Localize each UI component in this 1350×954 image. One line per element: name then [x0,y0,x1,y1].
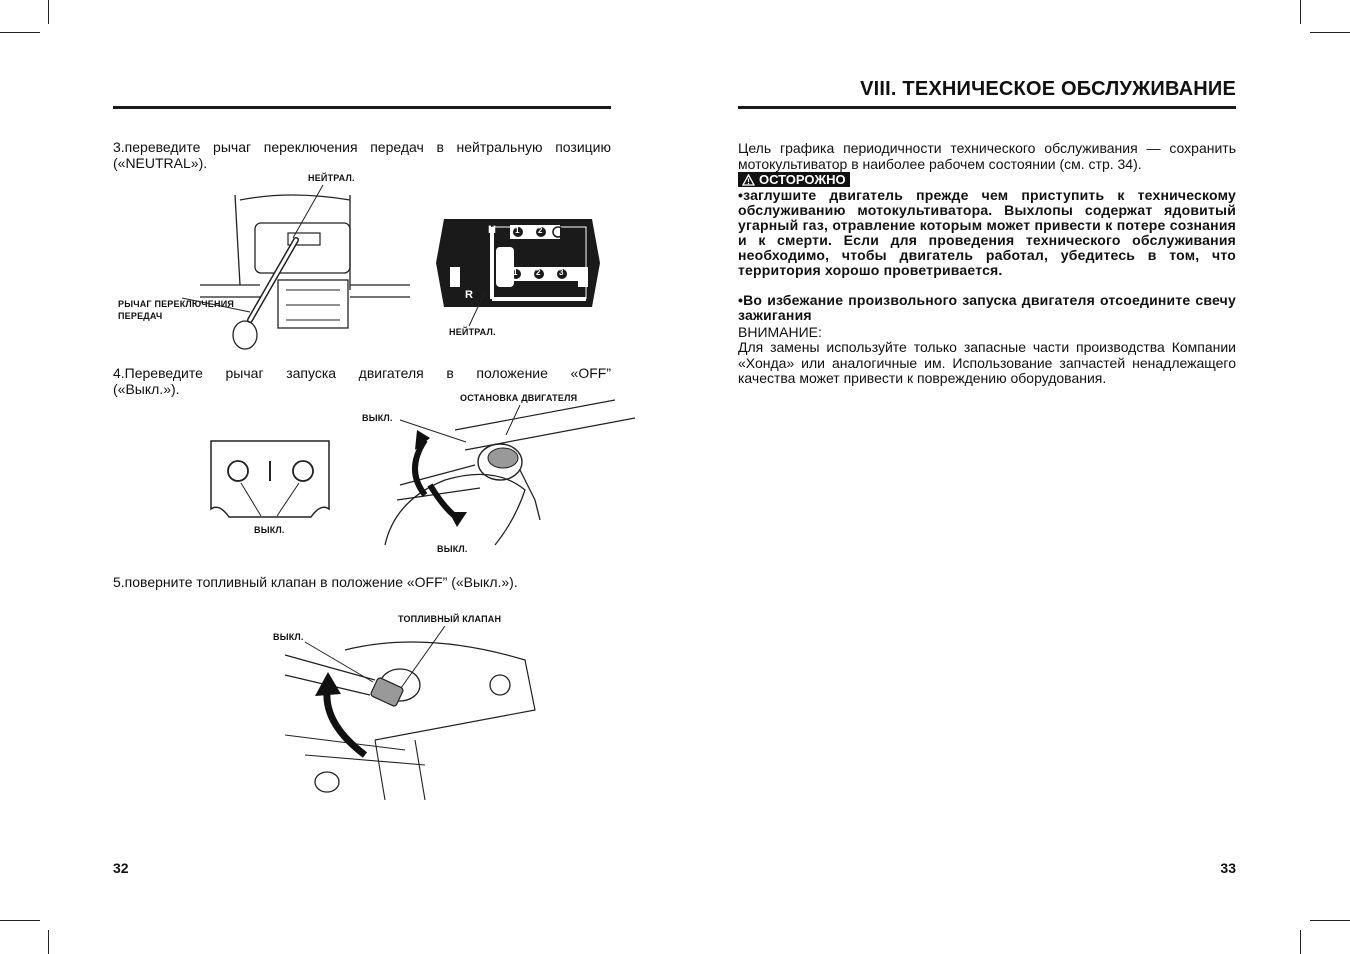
right-header-rule [738,106,1236,109]
label-off-bottom: ВЫКЛ. [437,544,468,554]
gate-number-bottom-1: 1 [513,268,518,277]
gate-letter-r: R [465,289,473,301]
step-5-text: 5.поверните топливный клапан в положение «OFF” («Выкл.»). [113,574,518,590]
intro-text: Цель графика периодичности технического обслуживания — сохранить мотокультиватор в наиболее рабочем состоянии (см. стр. 34). [738,140,1236,172]
page-number-right: 33 [1220,860,1236,876]
label-fuel-valve: ТОПЛИВНЫЙ КЛАПАН [398,614,502,624]
gate-number-top-1: 1 [515,226,520,235]
step-3-text: 3.переведите рычаг переключения передач в нейтральную позицию («NEUTRAL»). [113,139,611,171]
leader-line [395,624,455,694]
warning-item-2: •Во избежание произвольного запуска двигателя отсоедините свечу зажигания [738,292,1236,323]
label-neutral-bottom: НЕЙТРАЛ. [449,327,496,337]
label-engine-stop: ОСТАНОВКА ДВИГАТЕЛЯ [460,393,578,403]
warning-triangle-icon [742,174,755,186]
warning-label: ОСТОРОЖНО [759,172,846,187]
switch-panel-illustration [211,441,329,517]
leader-line [465,290,495,330]
warning-item-1: •заглушите двигатель прежде чем приступить к техническому обслуживанию мотокультиватора. Выхлопы содержат ядовитый угарный газ, отравление которым может привести к потере сознания и к смерти. Если для проведения технического обслуживания необходимо, чтобы двигатель работал, убедитесь в том, что территория хорошо проветривается. [738,187,1236,278]
crop-mark [0,32,40,33]
section-title: VIII. ТЕХНИЧЕСКОЕ ОБСЛУЖИВАНИЕ [860,78,1236,100]
crop-mark [1310,920,1350,921]
label-off: ВЫКЛ. [273,632,304,642]
label-neutral-top: НЕЙТРАЛ. [308,173,355,183]
left-header-rule [113,106,611,109]
label-gear-lever: РЫЧАГ ПЕРЕКЛЮЧЕНИЯ ПЕРЕДАЧ [118,299,235,321]
crop-mark [48,0,49,24]
label-off-switch: ВЫКЛ. [254,525,285,535]
attention-label: ВНИМАНИЕ: [738,324,822,340]
leader-line [303,640,383,690]
gate-number-bottom-2: 2 [536,268,541,277]
leader-line [398,418,478,448]
crop-mark [0,920,40,921]
crop-mark [48,930,49,954]
crop-mark [1300,930,1301,954]
gate-number-bottom-3: 3 [559,268,564,277]
page-number-left: 32 [113,860,129,876]
leader-line [500,403,530,443]
label-off-top: ВЫКЛ. [362,413,393,423]
step-4-text: 4.Переведите рычаг запуска двигателя в положение «OFF” («Выкл.»). [113,365,611,397]
gate-letter-n: N [488,224,496,236]
leader-line [288,183,338,243]
leader-line [180,296,260,316]
attention-text: Для замены используйте только запасные части производства Компании «Хонда» или аналогичные им. Использование запчастей ненадлежащего качества может привести к повреждению оборудования. [738,339,1236,386]
crop-mark [1310,32,1350,33]
crop-mark [1300,0,1301,24]
gate-number-top-2: 2 [538,226,543,235]
